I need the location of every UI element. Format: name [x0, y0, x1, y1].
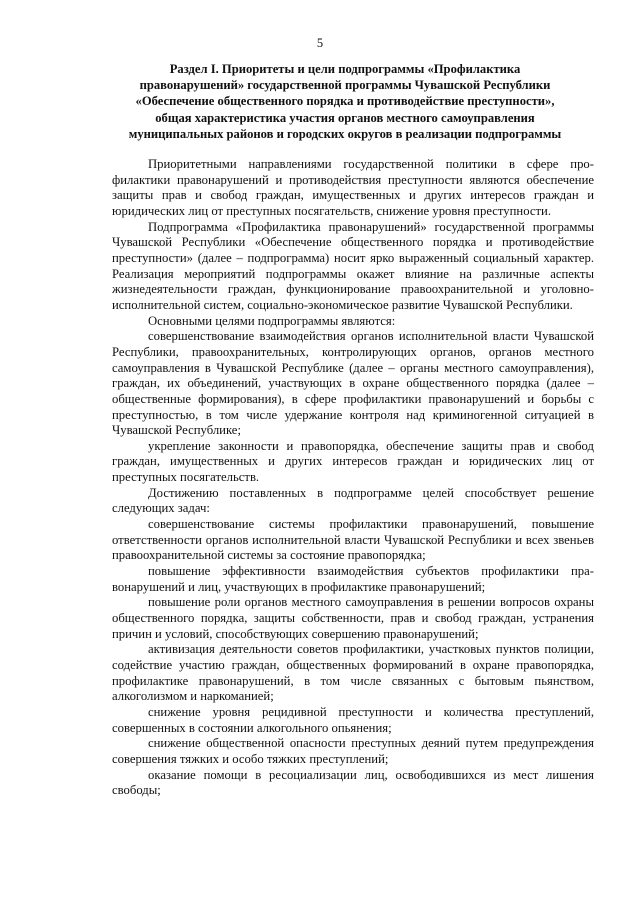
- paragraph: совершенствование системы профилактики правонарушений, повышение ответственности органов исполнительной власти Чувашской Республики и всех звеньев правоохранительной системы за состояние правопорядка;: [112, 517, 594, 563]
- heading-line: Раздел I. Приоритеты и цели подпрограммы «Профилактика: [169, 62, 521, 76]
- paragraph: Основными целями подпрограммы являются:: [148, 313, 396, 328]
- paragraph: Приоритетными направлениями государственной политики в сфере профилактики правонарушений и противодействия преступности являются обеспечение защиты прав и свобод граждан, имущественных и других интересов граждан и юридических лиц от преступных посягательств, снижение уровня преступности.: [112, 157, 594, 218]
- paragraph: повышение роли органов местного самоуправления в решении вопросов охраны общественного порядка, защиты собственности, прав и свобод граждан, устранения причин и условий, способствующих совершению правонарушений;: [112, 595, 594, 641]
- section-heading: [103, 61, 587, 142]
- page-number: 5: [316, 36, 324, 50]
- paragraph: повышение эффективности взаимодействия субъектов профилактики правонарушений и лиц, участвующих в профилактике правонарушений;: [112, 564, 594, 594]
- paragraph: оказание помощи в ресоциализации лиц, освободившихся из мест лишения свободы;: [112, 767, 594, 798]
- body-text: [112, 157, 594, 799]
- paragraph: укрепление законности и правопорядка, обеспечение защиты прав и свобод граждан, имущественных и других интересов граждан и юридических лиц от преступных посягательств.: [112, 438, 594, 485]
- heading-line: правонарушений» государственной программы Чувашской Республики: [139, 78, 551, 93]
- heading-line: «Обеспечение общественного порядка и противодействие преступности»,: [135, 94, 555, 109]
- paragraph: Достижению поставленных в подпрограмме целей способствует решение следующих задач:: [112, 485, 594, 516]
- paragraph: совершенствование взаимодействия органов исполнительной власти Чувашской Республики, правоохранительных, контролирующих органов, органов местного самоуправления в Чувашской Республике (далее – органы местного самоуправления), граждан, их объединений, участвующих в охране общественного порядка (далее – общественные формирования), в сфере профилактики правонарушений и борьбы с преступностью, в том числе удержание контроля над криминогенной ситуацией в Чувашской Республике;: [112, 329, 594, 438]
- paragraph: снижение уровня рецидивной преступности и количества преступлений, совершенных в состоянии алкогольного опьянения;: [112, 704, 594, 735]
- paragraph: Подпрограмма «Профилактика правонарушений» государственной программы Чувашской Республики «Обеспечение общественного порядка и противодействие преступности» (далее – подпрограмма) носит ярко выраженный социальный характер. Реализация мероприятий подпрограммы окажет влияние на различные аспекты жизнедеятельности граждан, функционирование правоохранительной и уголовно-исполнительной систем, социально-экономическое развитие Чувашской Республики.: [112, 219, 594, 312]
- paragraph: активизация деятельности советов профилактики, участковых пунктов полиции, содействие участию граждан, общественных формирований в охране правопорядка, профилактике правонарушений, в том числе связанных с бытовым пьянством, алкоголизмом и наркоманией;: [112, 642, 594, 704]
- heading-line: муниципальных районов и городских округов в реализации подпрограммы: [128, 126, 562, 141]
- paragraph: снижение общественной опасности преступных деяний путем предупреждения совершения тяжких и особо тяжких преступлений;: [112, 736, 594, 766]
- heading-line: общая характеристика участия органов местного самоуправления: [155, 110, 535, 125]
